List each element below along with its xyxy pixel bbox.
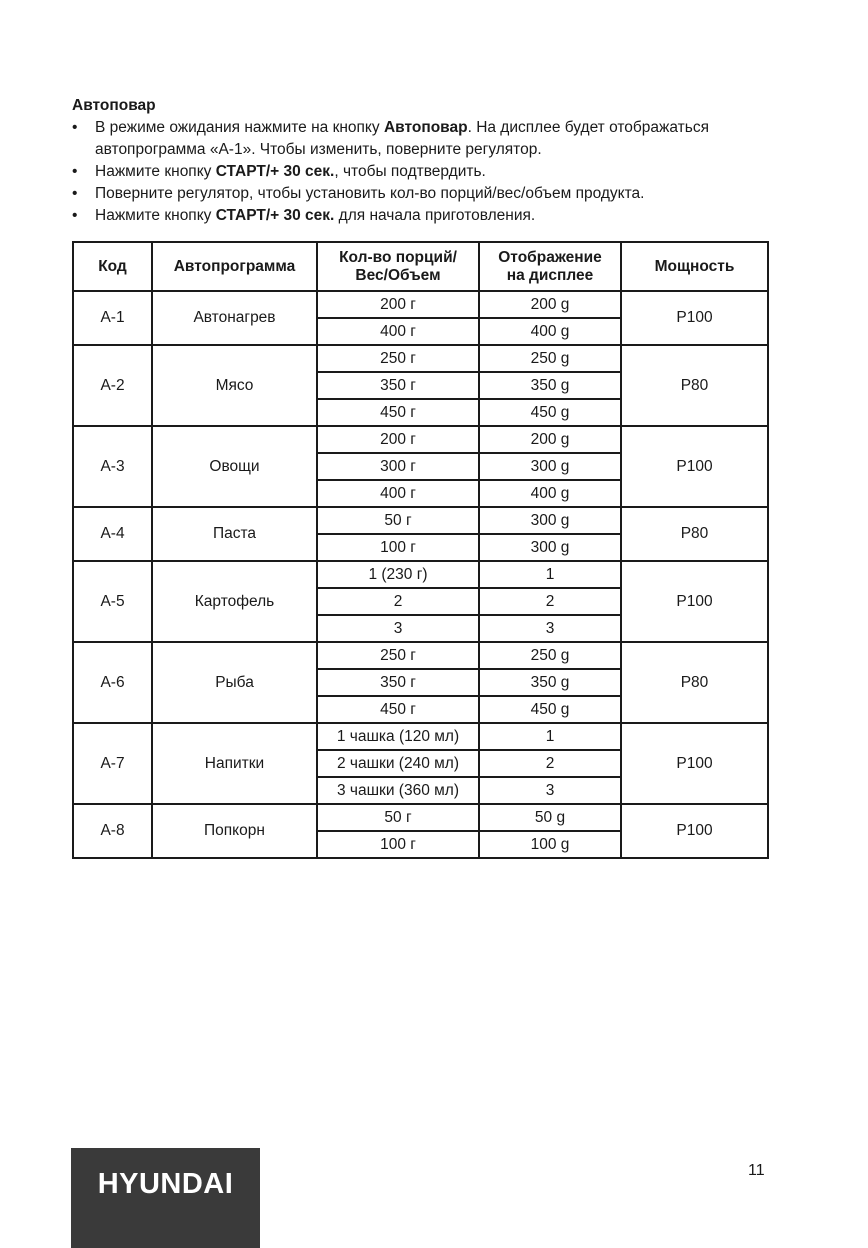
cell-amount: 350 г bbox=[317, 669, 479, 696]
cell-power: P100 bbox=[621, 291, 768, 345]
instruction-bold: Автоповар bbox=[383, 119, 468, 136]
instruction-text: Поверните регулятор, чтобы установить кол-во порций/вес/объем продукта. bbox=[95, 185, 645, 202]
instruction-bold: СТАРТ/+ 30 сек. bbox=[215, 163, 335, 180]
cell-amount: 2 чашки (240 мл) bbox=[317, 750, 479, 777]
cell-amount: 200 г bbox=[317, 291, 479, 318]
cell-amount: 350 г bbox=[317, 372, 479, 399]
cell-amount: 2 bbox=[317, 588, 479, 615]
cell-display: 400 g bbox=[479, 480, 621, 507]
table-row bbox=[73, 426, 768, 453]
table-row bbox=[73, 723, 768, 750]
instruction-item bbox=[72, 205, 792, 227]
instruction-text: Нажмите кнопку bbox=[95, 163, 216, 180]
cell-display: 450 g bbox=[479, 399, 621, 426]
cell-code: A-3 bbox=[73, 426, 152, 507]
cell-amount: 300 г bbox=[317, 453, 479, 480]
cell-display: 250 g bbox=[479, 345, 621, 372]
cell-amount: 450 г bbox=[317, 696, 479, 723]
cell-amount: 1 чашка (120 мл) bbox=[317, 723, 479, 750]
table-row bbox=[73, 345, 768, 372]
cell-code: A-4 bbox=[73, 507, 152, 561]
table-row bbox=[73, 804, 768, 831]
cell-code: A-6 bbox=[73, 642, 152, 723]
instruction-text: . На дисплее будет отображаться автопрограмма «А-1». Чтобы изменить, поверните регулятор. bbox=[95, 119, 709, 158]
header-amount bbox=[317, 242, 479, 291]
cell-display: 250 g bbox=[479, 642, 621, 669]
cell-display: 350 g bbox=[479, 669, 621, 696]
cell-power: P100 bbox=[621, 561, 768, 642]
cell-display: 300 g bbox=[479, 507, 621, 534]
cell-code: A-8 bbox=[73, 804, 152, 858]
cell-display: 450 g bbox=[479, 696, 621, 723]
cell-program: Картофель bbox=[152, 561, 317, 642]
instruction-bold: СТАРТ/+ 30 сек. bbox=[215, 207, 335, 224]
table-body bbox=[73, 291, 768, 858]
cell-program: Паста bbox=[152, 507, 317, 561]
cell-display: 300 g bbox=[479, 534, 621, 561]
cell-display: 3 bbox=[479, 777, 621, 804]
cell-code: A-5 bbox=[73, 561, 152, 642]
brand-logo bbox=[71, 1148, 260, 1248]
cell-code: A-7 bbox=[73, 723, 152, 804]
table-row bbox=[73, 507, 768, 534]
section-heading: Автоповар bbox=[72, 97, 156, 114]
brand-logo-text: HYUNDAI bbox=[97, 1168, 234, 1200]
instruction-text: , чтобы подтвердить. bbox=[334, 163, 486, 180]
cell-display: 1 bbox=[479, 723, 621, 750]
instruction-text: Нажмите кнопку bbox=[95, 207, 216, 224]
cell-amount: 400 г bbox=[317, 480, 479, 507]
instruction-text: для начала приготовления. bbox=[334, 207, 536, 224]
autocook-section bbox=[72, 95, 792, 227]
header-display-line1: Отображение bbox=[498, 248, 602, 266]
cell-power: P100 bbox=[621, 723, 768, 804]
cell-display: 200 g bbox=[479, 291, 621, 318]
cell-amount: 100 г bbox=[317, 534, 479, 561]
cell-program: Мясо bbox=[152, 345, 317, 426]
instruction-text: В режиме ожидания нажмите на кнопку bbox=[95, 119, 384, 136]
header-amount-line2: Вес/Объем bbox=[355, 266, 441, 284]
cell-amount: 250 г bbox=[317, 345, 479, 372]
cell-program: Напитки bbox=[152, 723, 317, 804]
table-row bbox=[73, 561, 768, 588]
cell-amount: 3 чашки (360 мл) bbox=[317, 777, 479, 804]
cell-power: P80 bbox=[621, 345, 768, 426]
table-header-row bbox=[73, 242, 768, 291]
cell-amount: 1 (230 г) bbox=[317, 561, 479, 588]
cell-display: 100 g bbox=[479, 831, 621, 858]
cell-code: A-2 bbox=[73, 345, 152, 426]
table-row bbox=[73, 291, 768, 318]
cell-display: 350 g bbox=[479, 372, 621, 399]
cell-amount: 50 г bbox=[317, 804, 479, 831]
cell-display: 1 bbox=[479, 561, 621, 588]
page-number: 11 bbox=[748, 1162, 765, 1179]
cell-amount: 100 г bbox=[317, 831, 479, 858]
header-amount-line1: Кол-во порций/ bbox=[339, 248, 457, 266]
instruction-item bbox=[72, 183, 792, 205]
header-power: Мощность bbox=[621, 242, 768, 291]
cell-amount: 3 bbox=[317, 615, 479, 642]
table-row bbox=[73, 642, 768, 669]
cell-display: 2 bbox=[479, 588, 621, 615]
instruction-item bbox=[72, 117, 792, 161]
cell-amount: 50 г bbox=[317, 507, 479, 534]
cell-program: Автонагрев bbox=[152, 291, 317, 345]
header-display bbox=[479, 242, 621, 291]
cell-program: Попкорн bbox=[152, 804, 317, 858]
cell-display: 3 bbox=[479, 615, 621, 642]
cell-power: P100 bbox=[621, 426, 768, 507]
cell-amount: 450 г bbox=[317, 399, 479, 426]
cell-display: 2 bbox=[479, 750, 621, 777]
cell-display: 200 g bbox=[479, 426, 621, 453]
autocook-table bbox=[72, 241, 769, 859]
instruction-list bbox=[72, 117, 792, 227]
header-display-line2: на дисплее bbox=[506, 266, 594, 284]
cell-program: Овощи bbox=[152, 426, 317, 507]
cell-program: Рыба bbox=[152, 642, 317, 723]
cell-display: 400 g bbox=[479, 318, 621, 345]
header-code: Код bbox=[73, 242, 152, 291]
cell-display: 50 g bbox=[479, 804, 621, 831]
cell-amount: 200 г bbox=[317, 426, 479, 453]
cell-power: P80 bbox=[621, 507, 768, 561]
instruction-item bbox=[72, 161, 792, 183]
cell-amount: 400 г bbox=[317, 318, 479, 345]
cell-display: 300 g bbox=[479, 453, 621, 480]
cell-power: P100 bbox=[621, 804, 768, 858]
cell-power: P80 bbox=[621, 642, 768, 723]
header-program: Автопрограмма bbox=[152, 242, 317, 291]
cell-code: A-1 bbox=[73, 291, 152, 345]
cell-amount: 250 г bbox=[317, 642, 479, 669]
